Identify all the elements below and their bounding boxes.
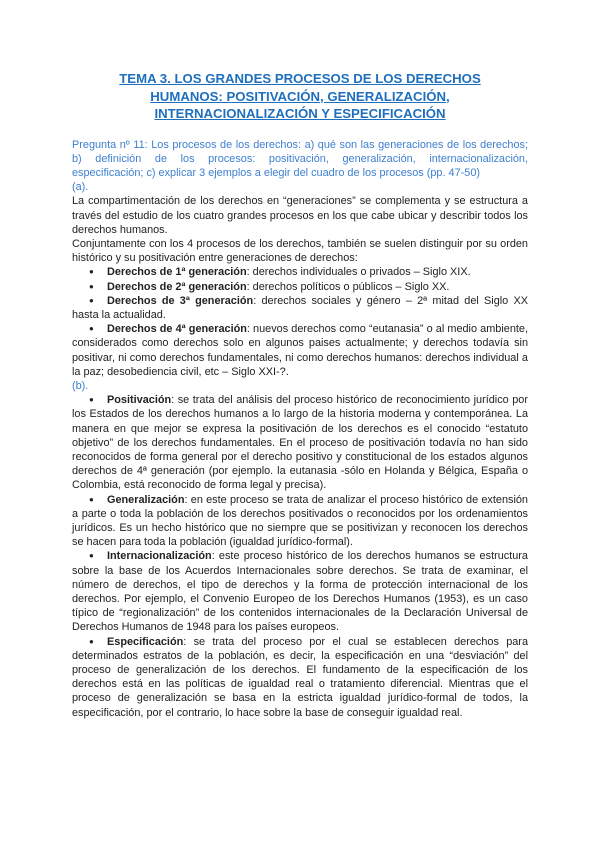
- process-term: Positivación: [107, 394, 172, 407]
- title-line-3: INTERNACIONALIZACIÓN Y ESPECIFICACIÓN: [154, 106, 446, 121]
- generation-item-1: [72, 265, 528, 279]
- process-text: : se trata del análisis del proceso histórico de reconocimiento jurídico por los Estados de los derechos humanos a lo largo de la historia moderna y contemporánea. La manera en que mejor se expresa la positivación de los derechos es el conocido “estatuto objetivo” de los derechos fundamentales. En el proceso de positivación todavía no han sido reconocidos de forma general por el derecho positivo y constitucional de los estados algunos derechos de 4ª generación (por ejemplo. la eutanasia -sólo en Holanda y Bélgica, España o Colombia, está reconocido de forma legal y precisa).: [72, 394, 528, 492]
- process-item-positivacion: [72, 393, 528, 492]
- process-text: : se trata del proceso por el cual se establecen derechos para determinados estratos de la población, es decir, la especificación en una “desviación” del proceso de generalización de los derechos. El fundamento de la especificación de los derechos está en las políticas de igualdad real o tratamiento diferencial. Mientras que el proceso de generalización se basa en la estricta igualdad jurídico-formal de todos, la especificación, por el contrario, lo hace sobre la base de conseguir igualdad real.: [72, 635, 528, 719]
- process-item-generalizacion: [72, 493, 528, 550]
- process-term: Especificación: [107, 635, 184, 648]
- paragraph-a2: Conjuntamente con los 4 procesos de los derechos, también se suelen distinguir por su orden histórico y su positivación entre generaciones de derechos:: [72, 237, 528, 265]
- generation-term: Derechos de 3ª generación: [107, 294, 254, 307]
- generations-list: [72, 265, 528, 379]
- processes-list: [72, 393, 528, 720]
- generation-text: : derechos sociales y género – 2ª mitad del Siglo XX hasta la actualidad.: [72, 294, 528, 321]
- process-item-especificacion: [72, 635, 528, 720]
- title-line-2: HUMANOS: POSITIVACIÓN, GENERALIZACIÓN,: [150, 88, 450, 104]
- section-b-label: (b).: [72, 379, 89, 392]
- process-term: Internacionalización: [107, 550, 212, 563]
- generation-text: : derechos políticos o públicos – Siglo XX.: [246, 280, 450, 293]
- generation-term: Derechos de 2ª generación: [107, 280, 247, 293]
- generation-term: Derechos de 1ª generación: [107, 266, 247, 279]
- paragraph-a1: La compartimentación de los derechos en “generaciones” se complementa y se estructura a través del estudio de los cuatro grandes procesos en los que cabe ubicar y describir todos los derechos humanos.: [72, 195, 528, 236]
- process-text: : en este proceso se trata de analizar el proceso histórico de extensión a parte o toda la población de los derechos positivados o reconocidos por los ordenamientos jurídicos. Es un hecho histórico que no siempre que se positivizan y reconocen los derechos se hacen para toda la población (igualdad jurídico-formal).: [72, 493, 528, 549]
- generation-text: : nuevos derechos como “eutanasia” o al medio ambiente, considerados como derechos solo en algunos paises actualmente; y derechos todavía sin positivar, ni como derechos fundamentales, ni como derechos humanos: derechos individual a la paz; desobediencia civil, etc – Siglo XXI-?.: [72, 323, 528, 378]
- generation-term: Derechos de 4ª generación: [107, 323, 247, 336]
- process-item-internacionalizacion: [72, 549, 528, 634]
- title-line-1: TEMA 3. LOS GRANDES PROCESOS DE LOS DERECHOS: [119, 71, 481, 86]
- process-text: : este proceso histórico de los derechos humanos se estructura sobre la base de los Acuerdos Internacionales sobre derechos. Se trata de examinar, el número de derechos, el tipo de derechos y la forma de protección internacional de los derechos. Por ejemplo, el Convenio Europeo de los Derechos Humanos (1953), es un caso típico de “regionalización” de los contenidos internacionales de la Declaración Universal de Derechos Humanos de 1948 para los países europeos.: [72, 550, 528, 634]
- generation-item-4: [72, 322, 528, 379]
- question-text: Pregunta nº 11: Los procesos de los derechos: a) qué son las generaciones de los derechos; b) definición de los procesos: positivación, generalización, internacionalización, especificación; c) explicar 3 ejemplos a elegir del cuadro de los procesos (pp. 47-50): [72, 138, 528, 179]
- section-a-label: (a).: [72, 181, 89, 194]
- process-term: Generalización: [107, 493, 185, 506]
- document-title: [72, 70, 528, 123]
- generation-item-3: [72, 294, 528, 322]
- generation-item-2: [72, 280, 528, 294]
- generation-text: : derechos individuales o privados – Siglo XIX.: [246, 266, 471, 279]
